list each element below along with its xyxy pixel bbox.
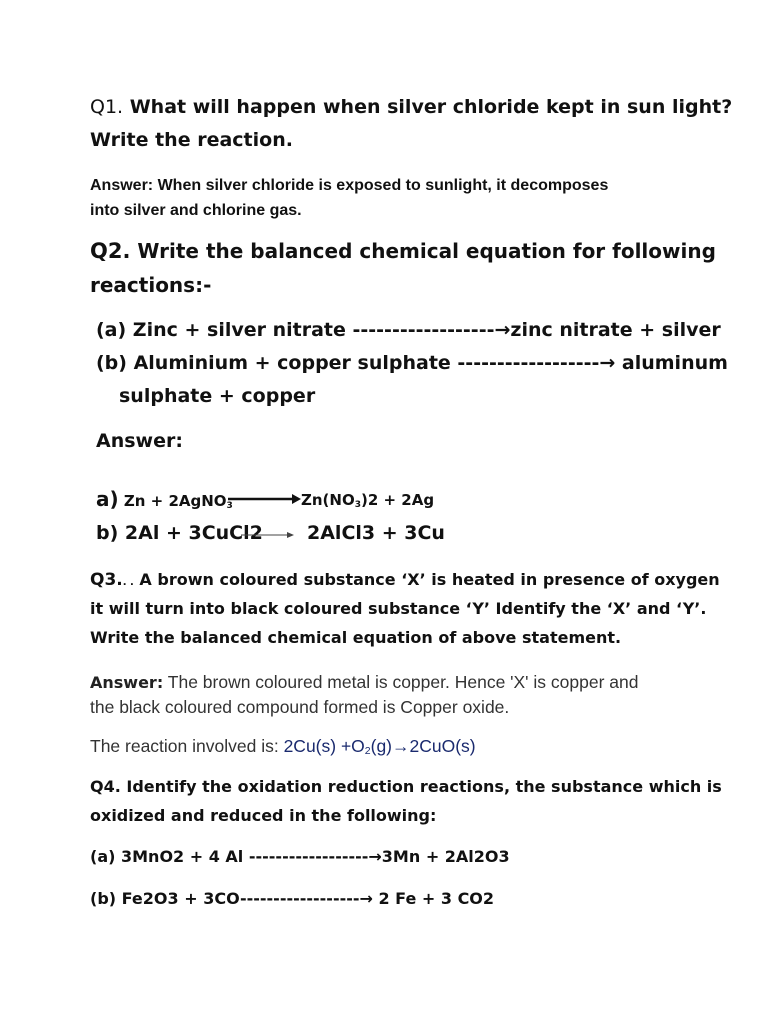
q2-item-b: (b) Aluminium + copper sulphate ------------------→ aluminum [96, 352, 728, 374]
q4-text-line1: Identify the oxidation reduction reactions, the substance which is [126, 777, 722, 796]
q2-answer-equation-b: b) 2Al + 3CuCl2 [96, 522, 263, 544]
q3-question-line1 [90, 570, 720, 590]
q1-answer-text1: When silver chloride is exposed to sunlight, it decomposes [157, 177, 609, 194]
q2-answer-equation-a [96, 487, 233, 511]
q3-answer-text1: The brown coloured metal is copper. Hence 'X' is copper and [167, 672, 639, 692]
q3-question-line3: Write the balanced chemical equation of above statement. [90, 628, 622, 647]
q4-question-line1 [90, 777, 722, 796]
q2-text-line1: Write the balanced chemical equation for following [137, 239, 716, 263]
q3-dots: . . [122, 577, 134, 588]
q2-answer-label: Answer: [96, 430, 183, 452]
q3-text-line1: A brown coloured substance ‘X’ is heated in presence of oxygen [139, 570, 720, 589]
q2-eq-a-rhs: $Zn(NO_3)2 + 2Ag$ [301, 491, 435, 510]
q2-question-line1 [90, 239, 716, 263]
q2-eq-b-rhs: 2AlCl3 + 3Cu [307, 522, 445, 544]
q3-answer-line1 [90, 672, 638, 693]
q3-question-line2: it will turn into black coloured substance ‘Y’ Identify the ‘X’ and ‘Y’. [90, 599, 707, 618]
q2-item-a: (a) Zinc + silver nitrate ------------------→zinc nitrate + silver [96, 319, 721, 341]
q4-number: Q4. [90, 777, 121, 796]
q4-question-line2: oxidized and reduced in the following: [90, 806, 437, 825]
q1-answer-label: Answer: [90, 177, 154, 194]
q2-eq-a-prefix: a) [96, 487, 119, 511]
q3-answer-line2: the black coloured compound formed is Copper oxide. [90, 697, 510, 717]
q1-question-line2: Write the reaction. [90, 129, 293, 151]
q2-item-b-continued: sulphate + copper [119, 385, 316, 407]
q3-answer-label: Answer: [90, 673, 164, 692]
q3-reaction-equation: $2Cu(s) +O_2(g)\to 2CuO(s)$ [283, 736, 476, 757]
q1-answer-line1 [90, 177, 608, 195]
q1-answer-line2: into silver and chlorine gas. [90, 202, 302, 219]
q2-eq-a-arrow-icon [228, 493, 302, 505]
q2-eq-a-lhs: Zn + 2AgNO$_3$ [123, 492, 233, 511]
q4-equation-b: (b) Fe2O3 + 3CO------------------→ 2 Fe + 3 CO2 [90, 889, 495, 908]
q3-number: Q3. [90, 570, 123, 590]
q1-text-line1: What will happen when silver chloride kept in sun light? [129, 96, 733, 118]
q2-number: Q2. [90, 239, 131, 263]
q4-equation-a: (a) 3MnO2 + 4 Al ------------------→3Mn + 2Al2O3 [90, 847, 510, 866]
q2-question-line2: reactions:- [90, 273, 212, 297]
q1-question-line1 [90, 96, 732, 118]
q2-eq-b-arrow-icon [241, 530, 296, 540]
q3-reaction-label: The reaction involved is: [90, 736, 284, 756]
q1-number: Q1. [90, 96, 124, 118]
q3-reaction-line [90, 736, 476, 757]
